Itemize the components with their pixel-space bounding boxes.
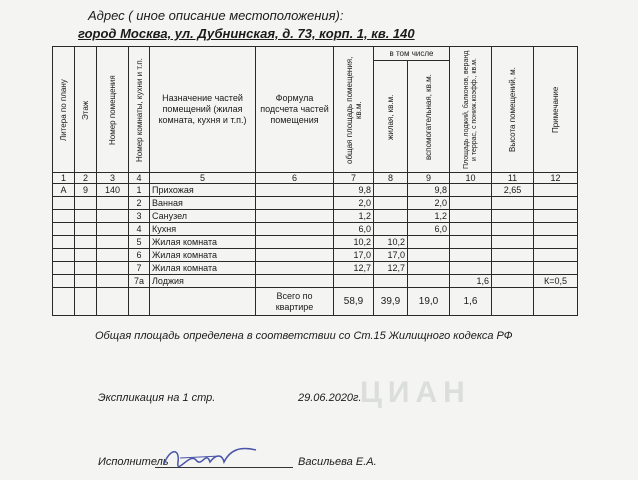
col-header-height: Высота помещений, м. <box>492 47 534 173</box>
col-header-floor: Этаж <box>75 47 97 173</box>
cell-floor <box>75 249 97 262</box>
cell-floor <box>75 275 97 288</box>
table-row <box>53 197 578 210</box>
cell-name: Жилая комната <box>150 249 256 262</box>
cell-formula <box>256 275 334 288</box>
cell-floor <box>75 223 97 236</box>
cell-formula <box>256 184 334 197</box>
cell-aux <box>408 262 450 275</box>
cell-living <box>374 184 408 197</box>
cell-litera <box>53 197 75 210</box>
cell-formula <box>256 262 334 275</box>
cell-floor <box>75 262 97 275</box>
explication-pages: Экспликация на 1 стр. <box>98 392 216 404</box>
table-row <box>53 210 578 223</box>
cell-balcony <box>450 236 492 249</box>
cell-height <box>492 249 534 262</box>
col-header-living: жилая, кв.м. <box>374 61 408 173</box>
table-row <box>53 223 578 236</box>
cell-height <box>492 275 534 288</box>
total-balcony-value: 1,6 <box>450 288 492 316</box>
cell-living <box>374 275 408 288</box>
cell-height <box>492 262 534 275</box>
cell-balcony <box>450 184 492 197</box>
cell-room <box>97 236 129 249</box>
executor-name: Васильева Е.А. <box>298 456 377 468</box>
cell-litera <box>53 210 75 223</box>
cell-balcony <box>450 197 492 210</box>
col-header-in-that-number: в том числе <box>374 47 450 61</box>
cell-floor <box>75 236 97 249</box>
total-label: Всего по квартире <box>256 288 334 316</box>
col-header-formula: Формула подсчета частей помещения <box>256 47 334 173</box>
col-header-purpose: Назначение частей помещений (жилая комната, кухня и т.п.) <box>150 47 256 173</box>
total-living-value: 39,9 <box>374 288 408 316</box>
cell-balcony <box>450 210 492 223</box>
table-row <box>53 275 578 288</box>
cell-balcony <box>450 262 492 275</box>
cell-note <box>534 184 578 197</box>
cell-height <box>492 223 534 236</box>
cell-name: Ванная <box>150 197 256 210</box>
executor-label: Исполнитель <box>98 456 169 468</box>
cell-part: 7а <box>129 275 150 288</box>
cell-aux <box>408 236 450 249</box>
cell-name: Кухня <box>150 223 256 236</box>
cell-living <box>374 197 408 210</box>
cell-part: 5 <box>129 236 150 249</box>
cell-part: 4 <box>129 223 150 236</box>
cell-litera <box>53 275 75 288</box>
cell-note <box>534 262 578 275</box>
cell-litera <box>53 236 75 249</box>
col-header-auxiliary: вспомогательная, кв.м. <box>408 61 450 173</box>
col-header-part-number: Номер комнаты, кухни и т.п. <box>129 47 150 173</box>
cell-floor <box>75 197 97 210</box>
cell-total: 1,2 <box>334 210 374 223</box>
cell-name: Санузел <box>150 210 256 223</box>
cell-floor <box>75 210 97 223</box>
cell-note <box>534 197 578 210</box>
document-date: 29.06.2020г. <box>298 392 362 404</box>
cell-litera <box>53 249 75 262</box>
watermark: ЦИАН <box>360 376 471 409</box>
address-label: Адрес ( иное описание местоположения): <box>88 8 344 23</box>
cell-total: 12,7 <box>334 262 374 275</box>
cell-name: Прихожая <box>150 184 256 197</box>
cell-note <box>534 236 578 249</box>
cell-room <box>97 210 129 223</box>
cell-balcony <box>450 249 492 262</box>
cell-floor: 9 <box>75 184 97 197</box>
cell-height <box>492 236 534 249</box>
cell-litera <box>53 223 75 236</box>
address-value: город Москва, ул. Дубнинская, д. 73, корп. 1, кв. 140 <box>78 26 415 41</box>
cell-balcony <box>450 223 492 236</box>
total-row <box>53 288 578 316</box>
cell-balcony: 1,6 <box>450 275 492 288</box>
cell-litera <box>53 262 75 275</box>
signature-icon <box>160 444 270 472</box>
cell-total <box>334 275 374 288</box>
cell-name: Жилая комната <box>150 262 256 275</box>
cell-total: 6,0 <box>334 223 374 236</box>
cell-height <box>492 197 534 210</box>
cell-room <box>97 197 129 210</box>
total-aux-value: 19,0 <box>408 288 450 316</box>
cell-aux: 9,8 <box>408 184 450 197</box>
cell-note: К=0,5 <box>534 275 578 288</box>
area-note: Общая площадь определена в соответствии со Ст.15 Жилищного кодекса РФ <box>95 330 513 342</box>
cell-note <box>534 210 578 223</box>
cell-name: Жилая комната <box>150 236 256 249</box>
cell-room <box>97 223 129 236</box>
cell-part: 6 <box>129 249 150 262</box>
cell-part: 1 <box>129 184 150 197</box>
cell-formula <box>256 236 334 249</box>
column-number-row: 1 2 3 4 5 6 7 8 9 10 11 12 <box>53 173 578 184</box>
cell-formula <box>256 249 334 262</box>
cell-room <box>97 262 129 275</box>
cell-room <box>97 275 129 288</box>
table-row <box>53 236 578 249</box>
cell-formula <box>256 197 334 210</box>
cell-living: 10,2 <box>374 236 408 249</box>
cell-living: 17,0 <box>374 249 408 262</box>
cell-living <box>374 210 408 223</box>
cell-total: 17,0 <box>334 249 374 262</box>
explication-table <box>52 46 578 316</box>
col-header-note: Примечание <box>534 47 578 173</box>
cell-total: 9,8 <box>334 184 374 197</box>
cell-height <box>492 210 534 223</box>
cell-part: 7 <box>129 262 150 275</box>
cell-aux <box>408 249 450 262</box>
table-row <box>53 262 578 275</box>
table-row <box>53 184 578 197</box>
cell-aux: 6,0 <box>408 223 450 236</box>
cell-aux <box>408 275 450 288</box>
cell-part: 3 <box>129 210 150 223</box>
cell-living: 12,7 <box>374 262 408 275</box>
col-header-balcony: Площадь лоджий, балконов, веранд и террас, с пониж.коэфф., кв.м. <box>450 47 492 173</box>
cell-total: 2,0 <box>334 197 374 210</box>
cell-formula <box>256 210 334 223</box>
cell-room: 140 <box>97 184 129 197</box>
cell-name: Лоджия <box>150 275 256 288</box>
cell-total: 10,2 <box>334 236 374 249</box>
cell-part: 2 <box>129 197 150 210</box>
table-row <box>53 249 578 262</box>
cell-aux: 2,0 <box>408 197 450 210</box>
cell-aux: 1,2 <box>408 210 450 223</box>
cell-note <box>534 223 578 236</box>
cell-litera: А <box>53 184 75 197</box>
col-header-total-area: общая площадь помещения, кв.м. <box>334 47 374 173</box>
cell-living <box>374 223 408 236</box>
cell-formula <box>256 223 334 236</box>
cell-height: 2,65 <box>492 184 534 197</box>
total-area-value: 58,9 <box>334 288 374 316</box>
col-header-litera: Литера по плану <box>53 47 75 173</box>
col-header-room-number: Номер помещения <box>97 47 129 173</box>
cell-note <box>534 249 578 262</box>
cell-room <box>97 249 129 262</box>
